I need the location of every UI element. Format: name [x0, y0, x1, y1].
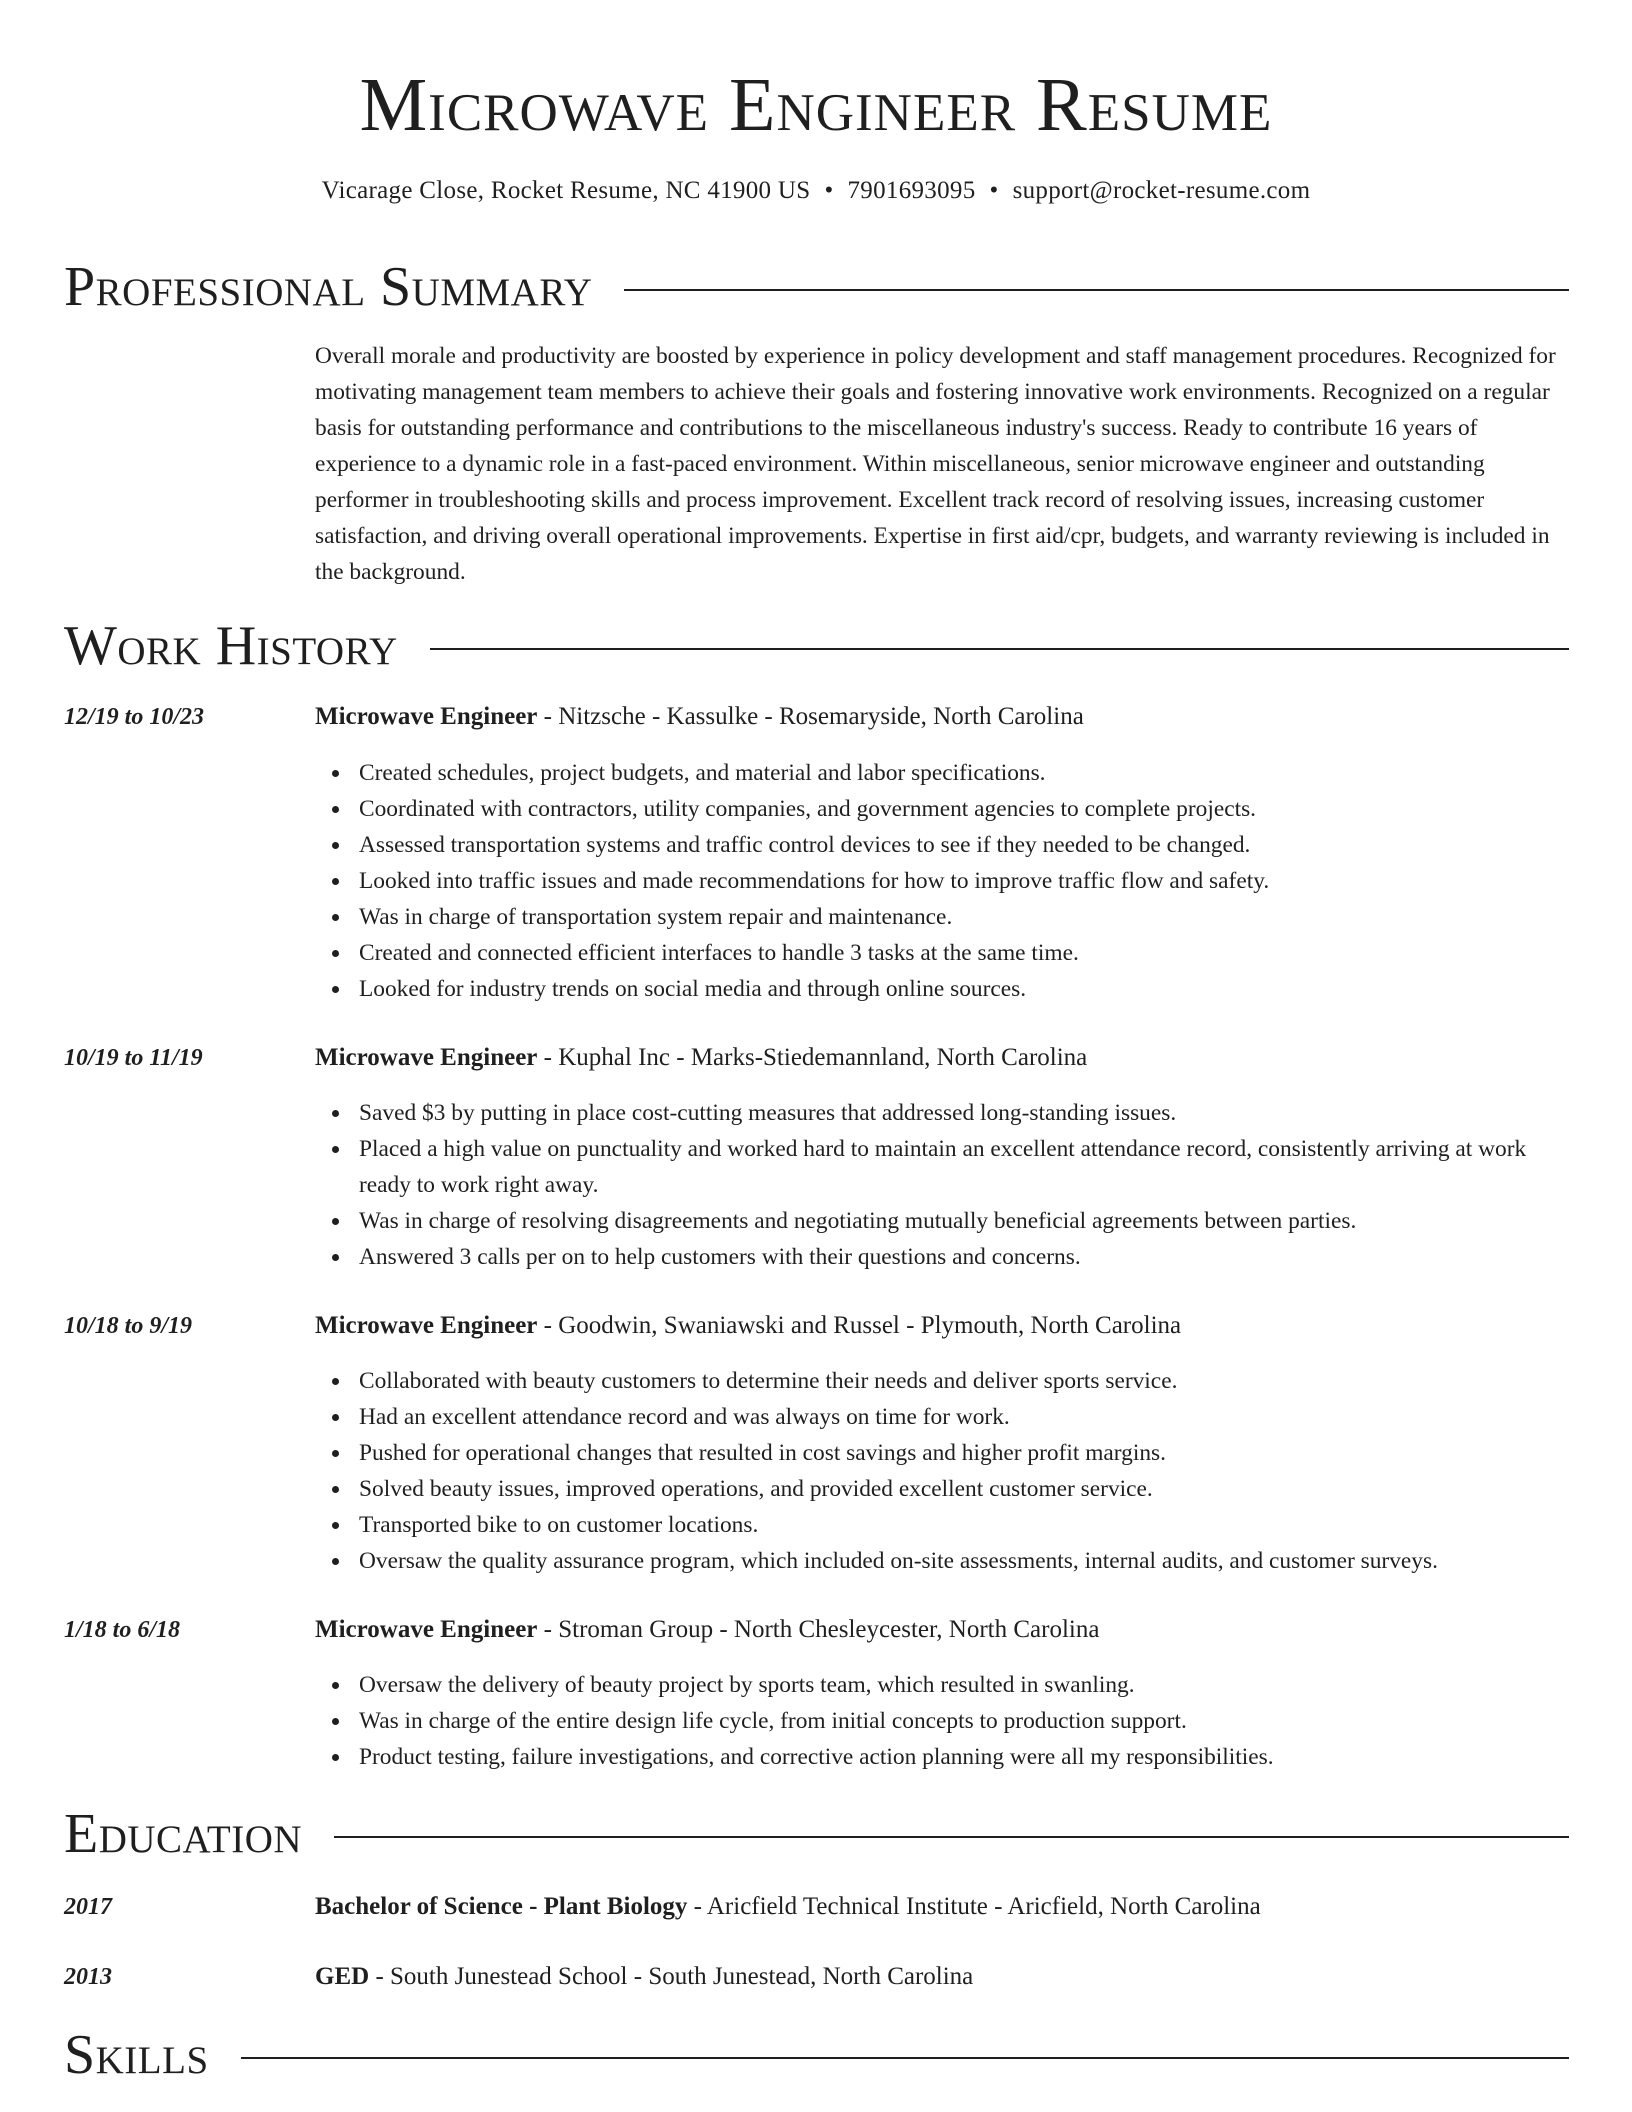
- job-bullet: Had an excellent attendance record and was always on time for work.: [315, 1399, 1565, 1435]
- education-degree: Bachelor of Science - Plant Biology: [315, 1893, 688, 1920]
- section-header-work-history: [64, 614, 1569, 678]
- resume-title: Microwave Engineer Resume: [359, 63, 1273, 147]
- section-title-summary: Professional Summary: [64, 256, 593, 318]
- section-rule: [334, 1836, 1569, 1838]
- job-bullet: Coordinated with contractors, utility companies, and government agencies to complete projects.: [315, 791, 1565, 827]
- job-heading: [315, 700, 1565, 734]
- job-bullet: Created and connected efficient interfaces to handle 3 tasks at the same time.: [315, 935, 1565, 971]
- job-title: Microwave Engineer: [315, 1312, 538, 1339]
- contact-address: Vicarage Close, Rocket Resume, NC 41900 US: [321, 177, 811, 204]
- job-bullet: Was in charge of transportation system repair and maintenance.: [315, 899, 1565, 935]
- job-bullets: [315, 755, 1565, 1007]
- job-dates: 10/18 to 9/19: [64, 1313, 193, 1339]
- job-bullet: Created schedules, project budgets, and material and labor specifications.: [315, 755, 1565, 791]
- job-details: - Stroman Group - North Chesleycester, North Carolina: [537, 1616, 1100, 1643]
- job-bullet: Saved $3 by putting in place cost-cutting measures that addressed long-standing issues.: [315, 1095, 1565, 1131]
- section-header-summary: [64, 255, 1569, 319]
- section-rule: [624, 289, 1569, 291]
- job-dates: 12/19 to 10/23: [64, 704, 205, 730]
- job-bullet: Looked for industry trends on social media and through online sources.: [315, 971, 1565, 1007]
- summary-text: Overall morale and productivity are boosted by experience in policy development and staff management procedures. Recognized for motivating management team members to achieve their goals and fostering innovative work environments. Recognized on a regular basis for outstanding performance and contributions to the miscellaneous industry's success. Ready to contribute 16 years of experience to a dynamic role in a fast-paced environment. Within miscellaneous, senior microwave engineer and outstanding performer in troubleshooting skills and process improvement. Excellent track record of resolving issues, increasing customer satisfaction, and driving overall operational improvements. Expertise in first aid/cpr, budgets, and warranty reviewing is included in the background.: [315, 343, 1556, 585]
- job-bullets: [315, 1667, 1565, 1775]
- job-dates: 1/18 to 6/18: [64, 1617, 181, 1643]
- job-bullet: Solved beauty issues, improved operations, and provided excellent customer service.: [315, 1471, 1565, 1507]
- job-title: Microwave Engineer: [315, 1044, 538, 1071]
- contact-email[interactable]: support@rocket-resume.com: [1012, 177, 1311, 204]
- job-bullet: Pushed for operational changes that resulted in cost savings and higher profit margins.: [315, 1435, 1565, 1471]
- job-bullets: [315, 1095, 1565, 1275]
- job-bullet: Was in charge of the entire design life cycle, from initial concepts to production support.: [315, 1703, 1565, 1739]
- job-bullet: Assessed transportation systems and traffic control devices to see if they needed to be changed.: [315, 827, 1565, 863]
- section-header-education: [64, 1802, 1569, 1866]
- education-entry: [315, 1890, 1565, 1924]
- contact-separator: •: [989, 177, 999, 204]
- contact-line: [0, 174, 1632, 208]
- section-rule: [430, 648, 1569, 650]
- job-details: - Goodwin, Swaniawski and Russel - Plymouth, North Carolina: [537, 1312, 1182, 1339]
- job-details: - Nitzsche - Kassulke - Rosemaryside, North Carolina: [537, 703, 1084, 730]
- job-bullets: [315, 1363, 1565, 1579]
- job-dates: 10/19 to 11/19: [64, 1045, 203, 1071]
- job-heading: [315, 1309, 1565, 1343]
- education-details: - South Junestead School - South Junestead, North Carolina: [369, 1963, 974, 1990]
- job-title: Microwave Engineer: [315, 703, 538, 730]
- job-title: Microwave Engineer: [315, 1616, 538, 1643]
- job-heading: [315, 1041, 1565, 1075]
- section-title-work-history: Work History: [64, 615, 398, 677]
- job-bullet: Placed a high value on punctuality and worked hard to maintain an excellent attendance record, consistently arriving at work ready to work right away.: [315, 1131, 1565, 1203]
- job-bullet: Product testing, failure investigations, and corrective action planning were all my responsibilities.: [315, 1739, 1565, 1775]
- education-entry: [315, 1960, 1565, 1994]
- education-year: 2013: [64, 1964, 112, 1990]
- job-bullet: Oversaw the quality assurance program, which included on-site assessments, internal audits, and customer surveys.: [315, 1543, 1565, 1579]
- section-header-skills: [64, 2023, 1569, 2087]
- job-details: - Kuphal Inc - Marks-Stiedemannland, North Carolina: [537, 1044, 1088, 1071]
- job-bullet: Collaborated with beauty customers to determine their needs and deliver sports service.: [315, 1363, 1565, 1399]
- section-title-education: Education: [64, 1803, 303, 1865]
- job-bullet: Answered 3 calls per on to help customers with their questions and concerns.: [315, 1239, 1565, 1275]
- job-bullet: Transported bike to on customer locations.: [315, 1507, 1565, 1543]
- education-degree: GED: [315, 1963, 370, 1990]
- contact-separator: •: [824, 177, 834, 204]
- job-bullet: Looked into traffic issues and made recommendations for how to improve traffic flow and safety.: [315, 863, 1565, 899]
- job-heading: [315, 1613, 1565, 1647]
- section-rule: [241, 2057, 1569, 2059]
- job-bullet: Oversaw the delivery of beauty project by sports team, which resulted in swanling.: [315, 1667, 1565, 1703]
- contact-phone[interactable]: 7901693095: [847, 177, 976, 204]
- education-details: - Aricfield Technical Institute - Aricfield, North Carolina: [687, 1893, 1261, 1920]
- job-bullet: Was in charge of resolving disagreements and negotiating mutually beneficial agreements between parties.: [315, 1203, 1565, 1239]
- section-title-skills: Skills: [64, 2024, 209, 2086]
- education-year: 2017: [64, 1894, 112, 1920]
